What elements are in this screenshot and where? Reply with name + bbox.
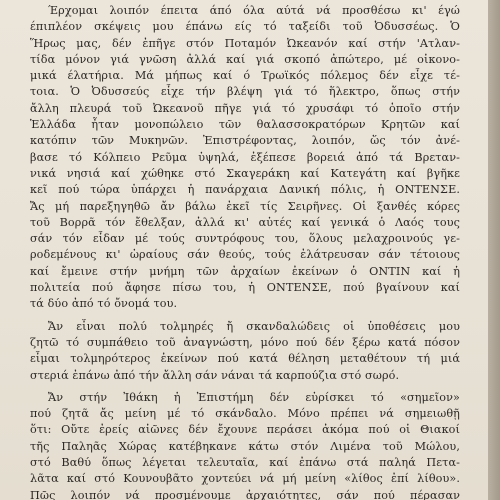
text-line: καί ἔμεινε στήν μνήμη τῶν ἀρχαίων ἐκείνων ὁ ΟΝΤΙΝ καί ἡ [30,264,460,278]
text-line: στό Βαθύ ὅπως λέγεται τελευταῖα, καί ἐπάνω στά παληά Πετα- [30,456,460,470]
text-line: Ἑλλάδα ἦταν μονοπώλειο τῶν θαλασσοκρατόρων Κρητῶν καί [30,118,460,132]
text-line: Ἄν εἶναι πολύ τολμηρές ἤ σκανδαλώδεις οἱ ὑποθέσεις μου [48,319,460,333]
text-line: πού ζητᾶ ἄς μείνη μέ τό σκάνδαλο. Μόνο πρέπει νά σημειωθῇ [30,407,460,421]
text-line: Ἥρως μας, δέν ἐπῆγε στόν Ποταμόν Ὠκεανόν καί στήν 'Ατλαν- [30,36,460,50]
text-line: ζητῶ τό συμπάθειο τοῦ ἀναγνώστη, μόνο πού δέν ξέρω κατά πόσον [30,335,460,349]
text-line: έπιπλέον σκέψεις μου έπάνω είς τό ταξείδι τοῦ Ὀδυσσέως. Ὁ [30,20,460,34]
text-line: ἄλλη πλευρά τοῦ Ὠκεανοῦ πῆγε γιά τό χρυσάφι τό ὁποῖο στήν [30,101,460,115]
text-line: Έρχομαι λοιπόν έπειτα άπό όλα αύτά νά προσθέσω κι' έγώ [48,4,460,17]
text-line: κεῖ πού τώρα ὑπάρχει ἡ πανάρχαια Δανική πόλις, ἡ ΟΝΤΕΝΣΕ. [30,183,460,197]
page-edge-shadow [488,0,500,500]
text-line: ὅτι: Οὔτε ἐρείς αἰῶνες δέν ἔχουνε περάσει ἀκόμα πού οἱ Θιακοί [30,423,460,437]
paragraph [30,319,460,384]
text-line: Ἄν στήν Ἰθάκη ἡ Ἐπιστήμη δέν εὑρίσκει τό «σημεῖον» [48,390,460,404]
text-line: βασε τό Κόλπειο Ρεῦμα ὑψηλά, ἐξέπεσε βορειά ἀπό τά Βρεταν- [30,150,460,164]
text-line: τά δύο ἀπό τό ὄνομά του. [30,297,178,311]
text-line: τοια. Ὁ Ὀδυσσεύς εἶχε τήν βλέψη γιά τό ἥλεκτρο, ὅπως στήν [30,85,460,99]
text-line: στεριά ἐπάνω ἀπό τήν ἄλλη σάν νάναι τά καρπούζια στό σωρό. [30,368,400,382]
text-line: ροδεμένους κι' ὡραίους σάν θεούς, τούς ἐλάτρευσαν σάν τέτοιους [30,248,460,262]
text-line: κατόπιν τῶν Μυκηνῶν. Ἐπιστρέφοντας, λοιπόν, ὥς τόν ἀνέ- [30,134,460,148]
paragraph [30,390,460,500]
body-text [30,3,460,500]
text-line: τῆς Παληᾶς Χώρας κατέβηκανε κάτω στόν Λιμένα τοῦ Μώλου, [30,439,460,453]
text-line: τοῦ Βορρᾶ τόν ἔθελξαν, ἀλλά κι' αὐτές καί γενικά ὁ Λαός τους [30,215,460,229]
text-line: νικά νησιά καί χώθηκε στό Σκαγεράκη καί Κατεγάτη καί βγῆκε [30,166,460,180]
text-line: εἶμαι τολμηρότερος ἐκείνων πού κατά θέληση μεταθέτουν τή μιά [30,352,460,366]
text-line: μικά έλατήρια. Μά μήπως καί ό Τρωϊκός πόλεμος δέν εἶχε τέ- [30,69,460,83]
text-line: πολιτεία πού ἄφησε πίσω του, ἡ ΟΝΤΕΝΣΕ, πού βγαίνουν καί [30,281,460,295]
text-line: τίδα μόνον γιά γνῶση ἀλλά καί γιά σκοπό ἀπώτερο, μέ οἰκονο- [30,52,460,66]
text-line: σάν τόν εἶδαν μέ τούς συντρόφους του, ὅλους μελαχροινούς γε- [30,232,460,246]
text-line: Ἄς μή παρεξηγηθῶ ἄν βάλω ἐκεῖ τίς Σειρῆνες. Οἱ ξανθές κόρες [30,199,460,213]
text-line: Πῶς λοιπόν νά προσμένουμε ἀρχαιότητες, σάν πού πέρασαν [30,488,460,500]
text-line: λᾶτα καί στό Κουνουβᾶτο χοντεύει νά μή μείνη «λίθος ἐπί λίθου». [30,472,460,486]
paragraph [30,3,460,313]
